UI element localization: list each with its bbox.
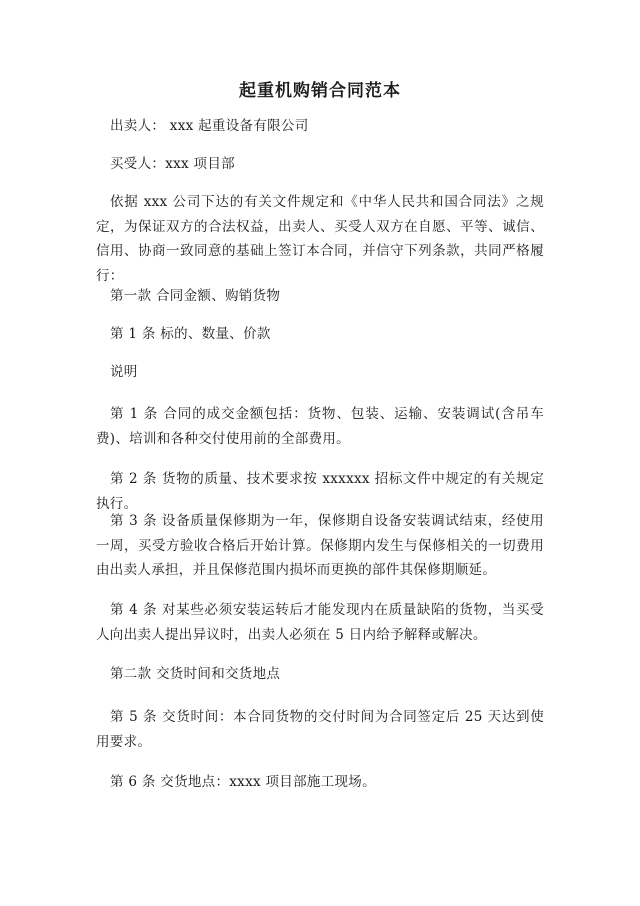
section1-heading: 第一款 合同金额、购销货物	[110, 288, 281, 304]
clause-5: 第 5 条 交货时间：本合同货物的交付时间为合同签定后 25 天达到使用要求。	[96, 709, 544, 750]
article1-heading: 第 1 条 标的、数量、价款	[110, 326, 271, 342]
section2-heading: 第二款 交货时间和交货地点	[110, 666, 281, 682]
clause-1: 第 1 条 合同的成交金额包括：货物、包装、运输、安装调试(含吊车费)、培训和各种交付使用前的全部费用。	[96, 406, 544, 447]
clause-6: 第 6 条 交货地点：xxxx 项目部施工现场。	[110, 774, 376, 790]
intro-paragraph: 依据 xxx 公司下达的有关文件规定和《中华人民共和国合同法》之规定，为保证双方的合法权益，出卖人、买受人双方在自愿、平等、诚信、信用、协商一致同意的基础上签订本合同，并信守下列条款，共同严格履行：	[96, 194, 544, 284]
clause-3: 第 3 条 设备质量保修期为一年，保修期自设备安装调试结束，经使用一周，买受方验收合格后开始计算。保修期内发生与保修相关的一切费用由出卖人承担，并且保修范围内损坏而更换的部件其保修期顺延。	[96, 513, 544, 578]
seller-line: 出卖人： xxx 起重设备有限公司	[110, 118, 309, 134]
document-title: 起重机购销合同范本	[239, 81, 401, 101]
buyer-line: 买受人：xxx 项目部	[110, 156, 235, 172]
clause-4: 第 4 条 对某些必须安装运转后才能发现内在质量缺陷的货物，当买受人向出卖人提出异议时，出卖人必须在 5 日内给予解释或解决。	[96, 602, 544, 643]
note-label: 说明	[110, 364, 138, 380]
clause-2: 第 2 条 货物的质量、技术要求按 xxxxxx 招标文件中规定的有关规定执行。	[96, 471, 544, 512]
